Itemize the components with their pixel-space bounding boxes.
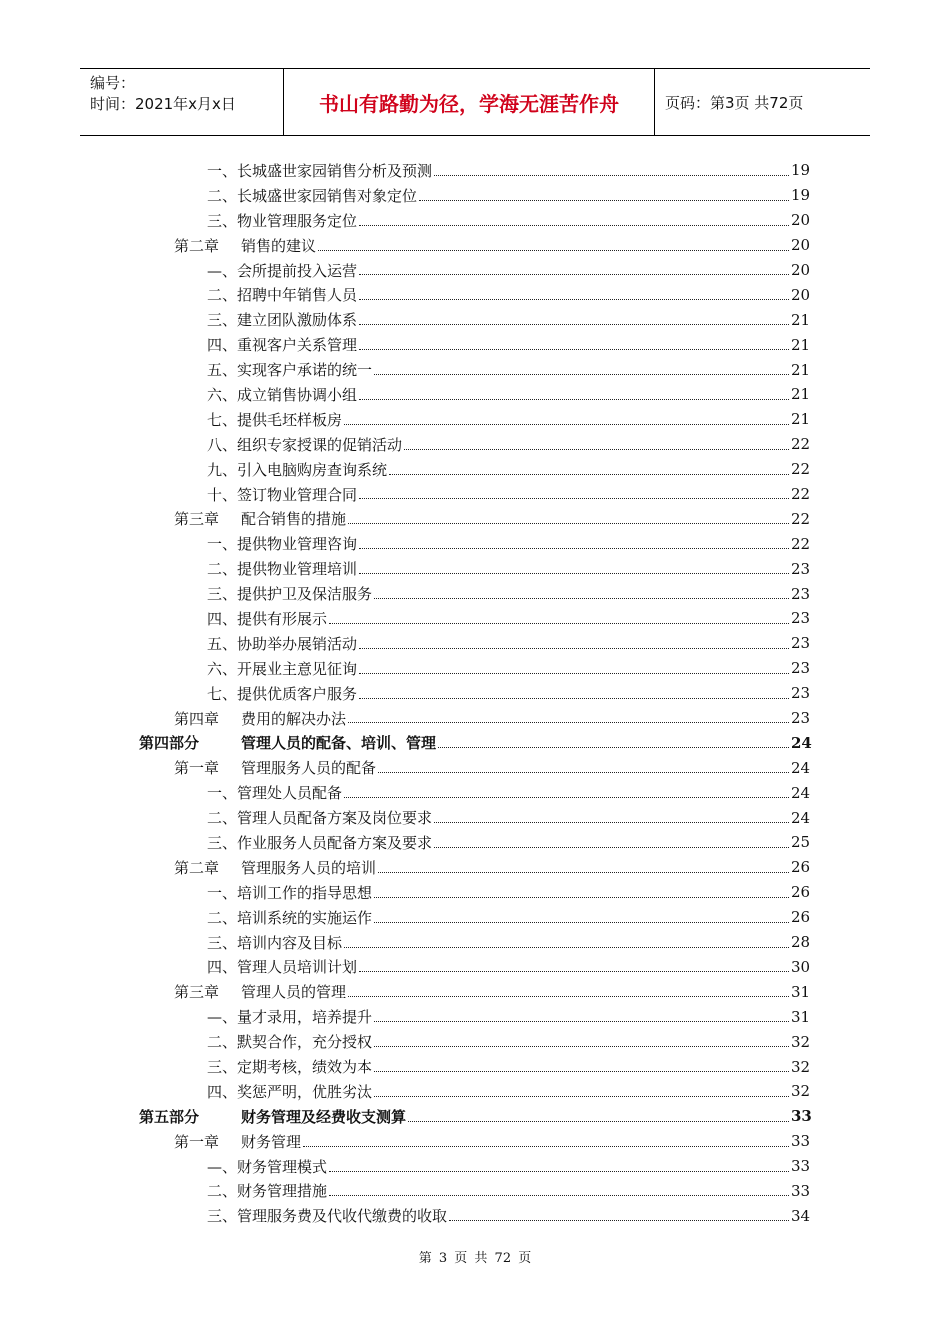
toc-entry[interactable] [0,1154,950,1179]
toc-entry-title: 培训系统的实施运作 [237,908,373,927]
toc-entry-page-number: 22 [791,509,811,528]
toc-entry-title: 管理人员的管理 [241,983,347,1002]
toc-dot-leader [318,249,789,251]
toc-entry-number: 九、 [207,460,238,479]
toc-entry-number: 二、 [207,1033,238,1052]
toc-entry-title: 销售的建议 [241,236,317,255]
toc-dot-leader [359,672,789,674]
toc-entry[interactable] [0,208,950,233]
toc-entry[interactable] [0,1004,950,1029]
toc-entry[interactable] [0,432,950,457]
toc-entry[interactable] [0,482,950,507]
toc-entry-page-number: 24 [791,783,811,802]
toc-entry-number: —、 [207,1157,238,1176]
toc-entry[interactable] [0,955,950,980]
toc-entry-page-number: 23 [791,709,811,728]
toc-entry-page-number: 22 [791,460,811,479]
toc-entry-title: 管理服务费及代收代缴费的收取 [237,1207,448,1226]
toc-dot-leader [378,771,789,773]
toc-entry-page-number: 20 [791,285,811,304]
toc-entry-number: 二、 [207,1182,238,1201]
toc-entry[interactable] [0,656,950,681]
toc-entry[interactable] [0,681,950,706]
toc-dot-leader [374,1070,789,1072]
toc-entry[interactable] [0,581,950,606]
toc-entry-title: 财务管理 [241,1132,302,1151]
toc-entry-number: 十、 [207,485,238,504]
toc-entry[interactable] [0,606,950,631]
toc-entry-number: 四、 [207,609,238,628]
toc-entry-title: 组织专家授课的促销活动 [237,435,403,454]
toc-dot-leader [359,497,789,499]
toc-entry-title: 建立团队激励体系 [237,311,358,330]
toc-entry[interactable] [0,880,950,905]
toc-entry-number: 一、 [207,161,238,180]
toc-entry-number: 第四部分 [139,734,200,753]
toc-dot-leader [329,1170,789,1172]
toc-entry-page-number: 21 [791,385,811,404]
page-header [80,68,870,136]
toc-dot-leader [374,1045,789,1047]
toc-entry[interactable] [0,979,950,1004]
toc-entry[interactable] [0,357,950,382]
toc-entry[interactable] [0,457,950,482]
document-time-label: 时间：2021年x月x日 [90,95,236,113]
toc-entry-page-number: 21 [791,410,811,429]
toc-entry-page-number: 21 [791,360,811,379]
toc-entry-number: 二、 [207,186,238,205]
toc-entry-title: 提供优质客户服务 [237,684,358,703]
toc-entry-page-number: 24 [791,808,811,827]
toc-entry-number: 一、 [207,535,238,554]
toc-entry-number: 三、 [207,311,238,330]
toc-entry[interactable] [0,905,950,930]
toc-entry-title: 招聘中年销售人员 [237,286,358,305]
toc-dot-leader [419,199,789,201]
toc-entry-title: 提供有形展示 [237,609,328,628]
toc-entry-title: 培训内容及目标 [237,933,343,952]
toc-entry-number: 三、 [207,1207,238,1226]
toc-entry-page-number: 24 [791,733,812,752]
toc-entry-page-number: 32 [791,1057,811,1076]
toc-dot-leader [303,1145,789,1147]
toc-entry[interactable] [0,631,950,656]
toc-entry-number: 三、 [207,585,238,604]
toc-entry[interactable] [0,183,950,208]
toc-entry[interactable] [0,407,950,432]
table-of-contents [0,158,950,1228]
toc-entry[interactable] [0,531,950,556]
toc-dot-leader [329,1194,789,1196]
toc-dot-leader [438,746,789,748]
toc-entry[interactable] [0,1203,950,1228]
toc-entry-number: 第一章 [174,759,220,778]
toc-entry[interactable] [0,1054,950,1079]
toc-dot-leader [359,298,789,300]
toc-entry-page-number: 23 [791,609,811,628]
toc-entry[interactable] [0,1129,950,1154]
toc-entry-title: 作业服务人员配备方案及要求 [237,833,433,852]
toc-dot-leader [359,547,789,549]
toc-entry-title: 签订物业管理合同 [237,485,358,504]
header-left-cell [80,69,283,135]
toc-entry[interactable] [0,755,950,780]
toc-entry-number: 二、 [207,286,238,305]
toc-dot-leader [374,1020,789,1022]
toc-entry-number: 一、 [207,883,238,902]
toc-entry-title: 引入电脑购房查询系统 [237,460,388,479]
toc-entry-number: 六、 [207,385,238,404]
toc-entry-page-number: 23 [791,684,811,703]
toc-entry-title: 协助举办展销活动 [237,634,358,653]
toc-entry-page-number: 23 [791,584,811,603]
toc-entry[interactable] [0,855,950,880]
toc-entry-title: 成立销售协调小组 [237,385,358,404]
toc-entry-title: 财务管理及经费收支测算 [241,1107,407,1126]
toc-entry-number: 三、 [207,933,238,952]
toc-dot-leader [389,473,789,475]
toc-entry-number: 七、 [207,684,238,703]
toc-dot-leader [348,995,789,997]
toc-entry[interactable] [0,805,950,830]
toc-entry-title: 管理服务人员的培训 [241,858,377,877]
toc-dot-leader [374,373,789,375]
toc-entry-page-number: 34 [791,1206,811,1225]
toc-dot-leader [434,821,789,823]
toc-entry-title: 管理人员的配备、培训、管理 [241,734,437,753]
toc-entry-number: 二、 [207,908,238,927]
toc-entry-page-number: 32 [791,1032,811,1051]
toc-entry[interactable] [0,382,950,407]
toc-dot-leader [449,1219,789,1221]
toc-entry-title: 培训工作的指导思想 [237,883,373,902]
toc-entry-page-number: 23 [791,559,811,578]
toc-entry-number: 三、 [207,1058,238,1076]
toc-entry[interactable] [0,556,950,581]
toc-dot-leader [329,622,789,624]
toc-entry-title: 费用的解决办法 [241,709,347,728]
toc-dot-leader [434,846,789,848]
toc-entry[interactable] [0,1179,950,1204]
toc-entry-page-number: 26 [791,858,811,877]
toc-entry-page-number: 23 [791,634,811,653]
toc-entry[interactable] [0,780,950,805]
toc-entry-page-number: 24 [791,758,811,777]
toc-entry-title: 实现客户承诺的统一 [237,361,373,380]
toc-entry-page-number: 33 [791,1181,811,1200]
toc-dot-leader [359,970,789,972]
toc-entry-page-number: 33 [791,1107,812,1126]
toc-entry-page-number: 31 [791,1007,811,1026]
toc-entry-page-number: 26 [791,883,811,902]
toc-dot-leader [344,796,789,798]
toc-entry-number: 二、 [207,560,238,579]
page-footer: 第 3 页 共 72 页 [418,1251,532,1266]
toc-entry-title: 提供物业管理咨询 [237,535,358,554]
toc-entry-number: 八、 [207,435,238,454]
toc-dot-leader [404,448,789,450]
toc-dot-leader [359,273,789,275]
toc-entry-title: 默契合作，充分授权 [237,1033,373,1052]
toc-entry[interactable] [0,233,950,258]
toc-entry-number: 第四章 [174,709,220,728]
toc-entry-page-number: 26 [791,908,811,927]
toc-entry-number: 第二章 [174,858,220,877]
toc-entry[interactable] [0,506,950,531]
toc-entry-page-number: 19 [791,161,811,180]
toc-dot-leader [359,572,789,574]
toc-entry-title: 物业管理服务定位 [237,211,358,230]
toc-dot-leader [408,1120,789,1122]
toc-dot-leader [344,946,789,948]
toc-entry-page-number: 32 [791,1082,811,1101]
toc-dot-leader [359,348,789,350]
toc-dot-leader [359,647,789,649]
header-motto: 书山有路勤为径，学海无涯苦作舟 [283,69,655,135]
toc-dot-leader [359,224,789,226]
toc-entry-title: 管理服务人员的配备 [241,759,377,778]
toc-entry-page-number: 20 [791,211,811,230]
toc-entry-page-number: 25 [791,833,811,852]
toc-entry-title: 定期考核，绩效为本 [237,1058,373,1076]
toc-entry-number: 四、 [207,958,238,977]
toc-entry[interactable] [0,1029,950,1054]
toc-entry-title: 开展业主意见征询 [237,659,358,678]
toc-dot-leader [359,323,789,325]
toc-entry-number: 五、 [207,634,238,653]
toc-dot-leader [359,697,789,699]
toc-entry-page-number: 33 [791,1157,811,1176]
toc-entry-page-number: 19 [791,186,811,205]
toc-entry[interactable] [0,1079,950,1104]
toc-entry-number: 四、 [207,336,238,355]
toc-dot-leader [374,896,789,898]
toc-entry-page-number: 20 [791,261,811,279]
toc-entry-page-number: 22 [791,435,811,454]
toc-entry-title: 管理人员培训计划 [237,958,358,977]
toc-entry-title: 管理人员配备方案及岗位要求 [237,809,433,828]
toc-dot-leader [359,398,789,400]
toc-entry-title: 重视客户关系管理 [237,336,358,355]
header-page-info: 页码：第3页 共72页 [665,93,804,112]
toc-entry-number: 四、 [207,1082,238,1101]
toc-entry[interactable] [0,282,950,307]
toc-entry-title: 配合销售的措施 [241,510,347,529]
toc-entry-title: 奖惩严明，优胜劣汰 [237,1082,373,1101]
toc-entry-number: —、 [207,261,238,280]
toc-entry[interactable] [0,706,950,731]
toc-entry-title: 提供毛坯样板房 [237,410,343,429]
toc-entry-number: 六、 [207,659,238,678]
toc-entry[interactable] [0,258,950,283]
toc-entry-number: 第二章 [174,236,220,255]
toc-entry[interactable] [0,158,950,183]
toc-dot-leader [374,1095,789,1097]
toc-entry-page-number: 23 [791,659,811,678]
toc-entry-title: 长城盛世家园销售对象定位 [237,186,418,205]
toc-entry-page-number: 22 [791,534,811,553]
toc-entry-page-number: 30 [791,957,811,976]
toc-entry-page-number: 22 [791,485,811,504]
toc-entry[interactable] [0,307,950,332]
toc-entry-title: 财务管理措施 [237,1182,328,1201]
toc-entry-page-number: 31 [791,982,811,1001]
toc-entry[interactable] [0,1104,950,1129]
toc-entry-number: 二、 [207,809,238,828]
toc-entry-title: 提供护卫及保洁服务 [237,585,373,604]
toc-entry-title: 财务管理模式 [237,1157,328,1176]
toc-dot-leader [378,871,789,873]
toc-entry[interactable] [0,332,950,357]
toc-entry[interactable] [0,930,950,955]
toc-dot-leader [374,921,789,923]
toc-entry-title: 管理处人员配备 [237,784,343,803]
document-code-label: 编号： [90,74,136,92]
toc-entry-number: 一、 [207,784,238,803]
toc-entry-page-number: 21 [791,335,811,354]
toc-entry-title: 提供物业管理培训 [237,560,358,579]
toc-entry-title: 长城盛世家园销售分析及预测 [237,161,433,180]
toc-dot-leader [348,721,789,723]
toc-entry-number: 五、 [207,361,238,380]
toc-dot-leader [348,522,789,524]
toc-entry-title: 量才录用，培养提升 [237,1008,373,1027]
toc-dot-leader [434,174,789,176]
toc-entry-title: 会所提前投入运营 [237,261,358,280]
toc-entry-number: 三、 [207,833,238,852]
toc-entry-page-number: 28 [791,933,811,952]
toc-dot-leader [374,597,789,599]
toc-entry-number: 第三章 [174,983,220,1002]
toc-entry[interactable] [0,830,950,855]
toc-entry-page-number: 33 [791,1132,811,1151]
toc-entry-page-number: 21 [791,310,811,329]
toc-entry-number: 三、 [207,211,238,230]
toc-entry-number: 第一章 [174,1132,220,1151]
toc-entry-number: 第五部分 [139,1107,200,1126]
toc-entry-number: —、 [207,1008,238,1027]
toc-entry-number: 七、 [207,410,238,429]
toc-entry-page-number: 20 [791,236,811,255]
toc-entry-number: 第三章 [174,510,220,529]
toc-entry[interactable] [0,730,950,755]
toc-dot-leader [344,423,789,425]
